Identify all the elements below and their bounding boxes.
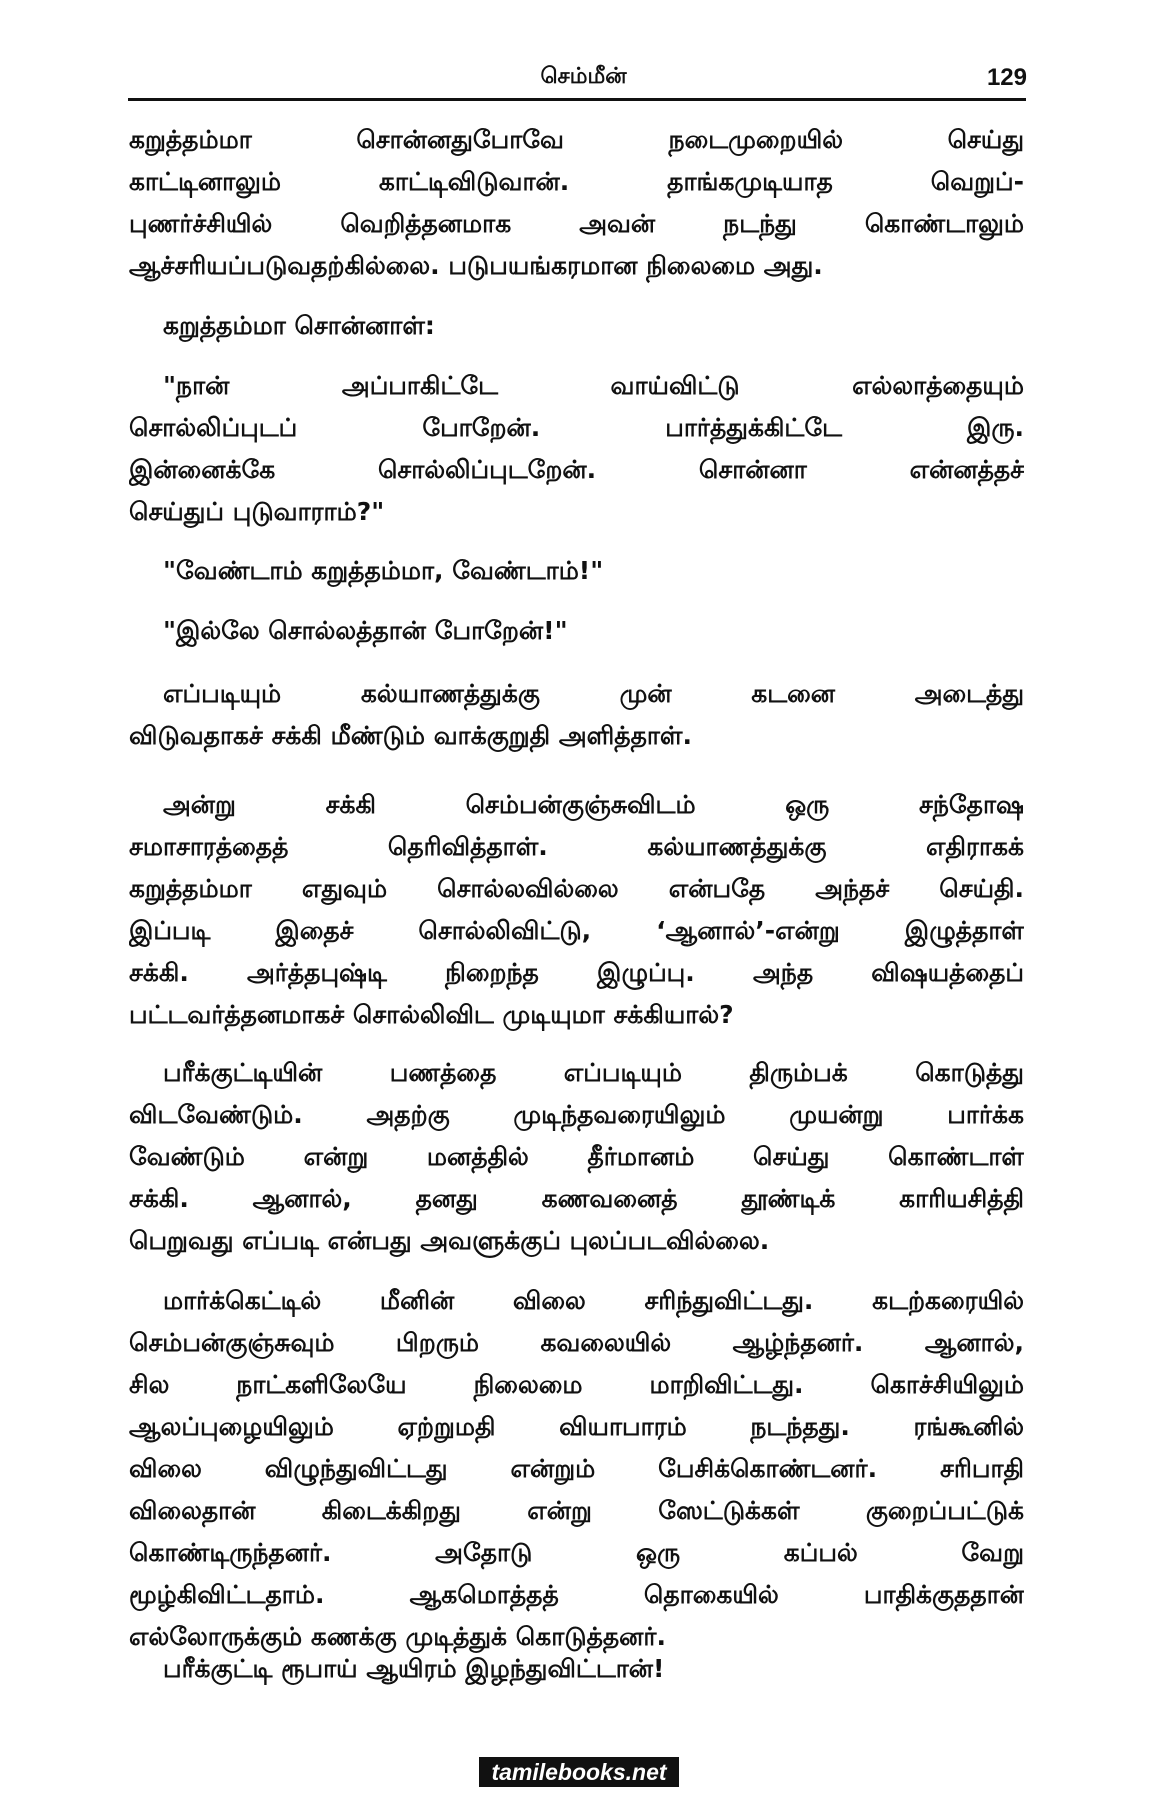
text-line: எப்படியும் கல்யாணத்துக்கு முன் கடனை அடைத்து bbox=[163, 679, 1024, 708]
paragraph bbox=[129, 610, 1024, 652]
text-line: சக்கி. ஆனால், தனது கணவனைத் தூண்டிக் காரியசித்தி bbox=[129, 1184, 1024, 1213]
paragraph bbox=[129, 784, 1024, 1036]
paragraph bbox=[129, 365, 1024, 533]
paragraph bbox=[129, 1280, 1024, 1658]
text-line: வேண்டும் என்று மனத்தில் தீர்மானம் செய்து கொண்டாள் bbox=[129, 1142, 1024, 1171]
text-line: எல்லோருக்கும் கணக்கு முடித்துக் கொடுத்தனர். bbox=[129, 1622, 666, 1651]
text-line: செம்பன்குஞ்சுவும் பிறரும் கவலையில் ஆழ்ந்தனர். ஆனால், bbox=[129, 1328, 1024, 1357]
text-line: மூழ்கிவிட்டதாம். ஆகமொத்தத் தொகையில் பாதிக்குததான் bbox=[129, 1580, 1024, 1609]
text-line: புணர்ச்சியில் வெறித்தனமாக அவன் நடந்து கொண்டாலும் bbox=[129, 209, 1024, 238]
text-line: கொண்டிருந்தனர். அதோடு ஒரு கப்பல் வேறு bbox=[129, 1538, 1024, 1567]
text-line: ஆச்சரியப்படுவதற்கில்லை. படுபயங்கரமான நிலைமை அது. bbox=[129, 251, 823, 280]
text-line: பெறுவது எப்படி என்பது அவளுக்குப் புலப்படவில்லை. bbox=[129, 1226, 770, 1255]
text-line: கறுத்தம்மா சொன்னாள்: bbox=[163, 311, 435, 340]
watermark: tamilebooks.net bbox=[479, 1757, 679, 1787]
text-line: விலைதான் கிடைக்கிறது என்று ஸேட்டுக்கள் குறைப்பட்டுக் bbox=[129, 1496, 1024, 1525]
paragraph bbox=[129, 119, 1024, 287]
text-line: அன்று சக்கி செம்பன்குஞ்சுவிடம் ஒரு சந்தோஷ bbox=[163, 790, 1024, 819]
text-line: சொல்லிப்புடப் போறேன். பார்த்துக்கிட்டே இரு. bbox=[129, 413, 1024, 442]
paragraph bbox=[129, 550, 1024, 592]
running-header-title: செம்மீன் bbox=[540, 64, 627, 89]
text-line: மார்க்கெட்டில் மீனின் விலை சரிந்துவிட்டது. கடற்கரையில் bbox=[163, 1286, 1024, 1315]
text-line: ஆலப்புழையிலும் ஏற்றுமதி வியாபாரம் நடந்தது. ரங்கூனில் bbox=[129, 1412, 1024, 1441]
text-line: இன்னைக்கே சொல்லிப்புடறேன். சொன்னா என்னத்தச் bbox=[129, 455, 1024, 484]
text-line: "இல்லே சொல்லத்தான் போறேன்!" bbox=[163, 616, 568, 645]
text-line: செய்துப் புடுவாராம்?" bbox=[129, 497, 385, 526]
text-line: கறுத்தம்மா சொன்னதுபோவே நடைமுறையில் செய்து bbox=[129, 125, 1024, 154]
text-line: சில நாட்களிலேயே நிலைமை மாறிவிட்டது. கொச்சியிலும் bbox=[129, 1370, 1024, 1399]
header-rule bbox=[128, 98, 1026, 101]
text-line: சக்கி. அர்த்தபுஷ்டி நிறைந்த இழுப்பு. அந்த விஷயத்தைப் bbox=[129, 958, 1024, 987]
text-line: பரீக்குட்டி ரூபாய் ஆயிரம் இழந்துவிட்டான்! bbox=[163, 1654, 665, 1683]
text-line: பரீக்குட்டியின் பணத்தை எப்படியும் திரும்பக் கொடுத்து bbox=[163, 1058, 1024, 1087]
paragraph bbox=[129, 1052, 1024, 1262]
text-line: கறுத்தம்மா எதுவும் சொல்லவில்லை என்பதே அந்தச் செய்தி. bbox=[129, 874, 1024, 903]
text-line: பட்டவர்த்தனமாகச் சொல்லிவிட முடியுமா சக்கியால்? bbox=[129, 1000, 734, 1029]
paragraph bbox=[129, 305, 1024, 347]
text-line: "வேண்டாம் கறுத்தம்மா, வேண்டாம்!" bbox=[163, 556, 604, 585]
paragraph bbox=[129, 673, 1024, 757]
text-line: விடுவதாகச் சக்கி மீண்டும் வாக்குறுதி அளித்தாள். bbox=[129, 721, 692, 750]
text-line: காட்டினாலும் காட்டிவிடுவான். தாங்கமுடியாத வெறுப்- bbox=[129, 167, 1024, 196]
text-line: விலை விழுந்துவிட்டது என்றும் பேசிக்கொண்டனர். சரிபாதி bbox=[129, 1454, 1024, 1483]
text-line: இப்படி இதைச் சொல்லிவிட்டு, ‘ஆனால்’-என்று இழுத்தாள் bbox=[129, 916, 1024, 945]
text-line: சமாசாரத்தைத் தெரிவித்தாள். கல்யாணத்துக்கு எதிராகக் bbox=[129, 832, 1024, 861]
paragraph bbox=[129, 1648, 1024, 1690]
text-line: "நான் அப்பாகிட்டே வாய்விட்டு எல்லாத்தையும் bbox=[163, 371, 1024, 400]
page-number: 129 bbox=[986, 64, 1027, 91]
text-line: விடவேண்டும். அதற்கு முடிந்தவரையிலும் முயன்று பார்க்க bbox=[129, 1100, 1024, 1129]
